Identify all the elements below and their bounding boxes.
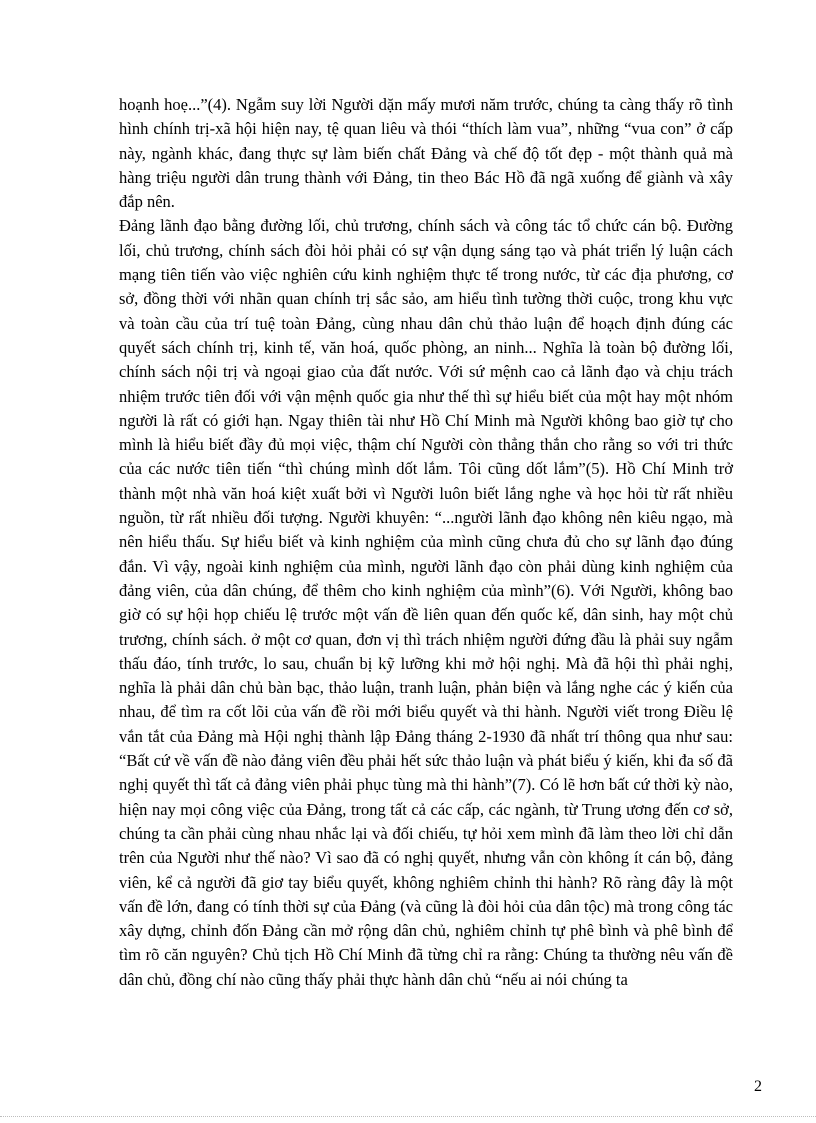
page-bottom-divider — [0, 1116, 816, 1117]
paragraph-2: Đảng lãnh đạo bằng đường lối, chủ trương, chính sách và công tác tổ chức cán bộ. Đường lối, chủ trương, chính sách đòi hỏi phải có sự vận dụng sáng tạo và phát triển lý luận cách mạng tiên tiến vào việc nghiên cứu kinh nghiệm thực tế trong nước, từ các địa phương, cơ sở, đồng thời với nhãn quan chính trị sắc sảo, am hiểu tình tường thời cuộc, trong khu vực và toàn cầu của trí tuệ toàn Đảng, cùng nhau dân chủ thảo luận để hoạch định đúng các quyết sách chính trị, kinh tế, văn hoá, quốc phòng, an ninh... Nghĩa là toàn bộ đường lối, chính sách nội trị và ngoại giao của đất nước. Với sứ mệnh cao cả lãnh đạo và chịu trách nhiệm trước tiên đối với vận mệnh quốc gia như thế thì sự hiểu biết của một hay một nhóm người là rất có giới hạn. Ngay thiên tài như Hồ Chí Minh mà Người không bao giờ tự cho mình là hiểu biết đầy đủ mọi việc, thậm chí Người còn thẳng thắn cho rằng so với tri thức của các nước tiên tiến “thì chúng mình dốt lắm. Tôi cũng dốt lắm”(5). Hồ Chí Minh trở thành một nhà văn hoá kiệt xuất bởi vì Người luôn biết lắng nghe và học hỏi từ rất nhiều nguồn, từ rất nhiều đối tượng. Người khuyên: “...người lãnh đạo không nên kiêu ngạo, mà nên hiểu thấu. Sự hiểu biết và kinh nghiệm của mình cũng chưa đủ cho sự lãnh đạo đúng đắn. Vì vậy, ngoài kinh nghiệm của mình, người lãnh đạo còn phải dùng kinh nghiệm của đảng viên, của dân chúng, để thêm cho kinh nghiệm của mình”(6). Với Người, không bao giờ có sự hội họp chiếu lệ trước một vấn đề liên quan đến quốc kế, dân sinh, hay một chủ trương, chính sách. ở một cơ quan, đơn vị thì trách nhiệm người đứng đầu là phải suy ngẫm thấu đáo, tính trước, lo sau, chuẩn bị kỹ lưỡng khi mở hội nghị. Mà đã hội thì phải nghị, nghĩa là phải dân chủ bàn bạc, thảo luận, tranh luận, phản biện và lắng nghe các ý kiến của nhau, để tìm ra cốt lõi của vấn đề rồi mới biểu quyết và thi hành. Người viết trong Điều lệ vắn tắt của Đảng mà Hội nghị thành lập Đảng tháng 2-1930 đã nhất trí thông qua như sau: “Bất cứ về vấn đề nào đảng viên đều phải hết sức thảo luận và phát biểu ý kiến, khi đa số đã nghị quyết thì tất cả đảng viên phải phục tùng mà thi hành”(7). Có lẽ hơn bất cứ thời kỳ nào, hiện nay mọi công việc của Đảng, trong tất cả các cấp, các ngành, từ Trung ương đến cơ sở, chúng ta cần phải cùng nhau nhắc lại và đối chiếu, tự hỏi xem mình đã làm theo lời chỉ dẫn trên của Người như thế nào? Vì sao đã có nghị quyết, nhưng vẫn còn không ít cán bộ, đảng viên, kể cả người đã giơ tay biểu quyết, không nghiêm chỉnh thi hành? Rõ ràng đây là một vấn đề lớn, đang có tính thời sự của Đảng (và cũng là đòi hỏi của dân tộc) mà trong công tác xây dựng, chỉnh đốn Đảng cần mở rộng dân chủ, nghiêm chỉnh tự phê bình và phê bình để tìm rõ căn nguyên? Chủ tịch Hồ Chí Minh đã từng chỉ ra rằng: Chúng ta thường nêu vấn đề dân chủ, đồng chí nào cũng thấy phải thực hành dân chủ “nếu ai nói chúng ta — [119, 216, 733, 989]
paragraph-1: hoạnh hoẹ...”(4). Ngẫm suy lời Người dặn mấy mươi năm trước, chúng ta càng thấy rõ tình hình chính trị-xã hội hiện nay, tệ quan liêu và thói “thích làm vua”, những “vua con” ở cấp này, ngành khác, đang thực sự làm biến chất Đảng và chế độ tốt đẹp - một thành quả mà hàng triệu người dân trung thành với Đảng, tin theo Bác Hồ đã ngã xuống để giành và xây đắp nên. — [119, 95, 733, 212]
page-number: 2 — [754, 1078, 762, 1095]
body-text — [119, 93, 733, 992]
